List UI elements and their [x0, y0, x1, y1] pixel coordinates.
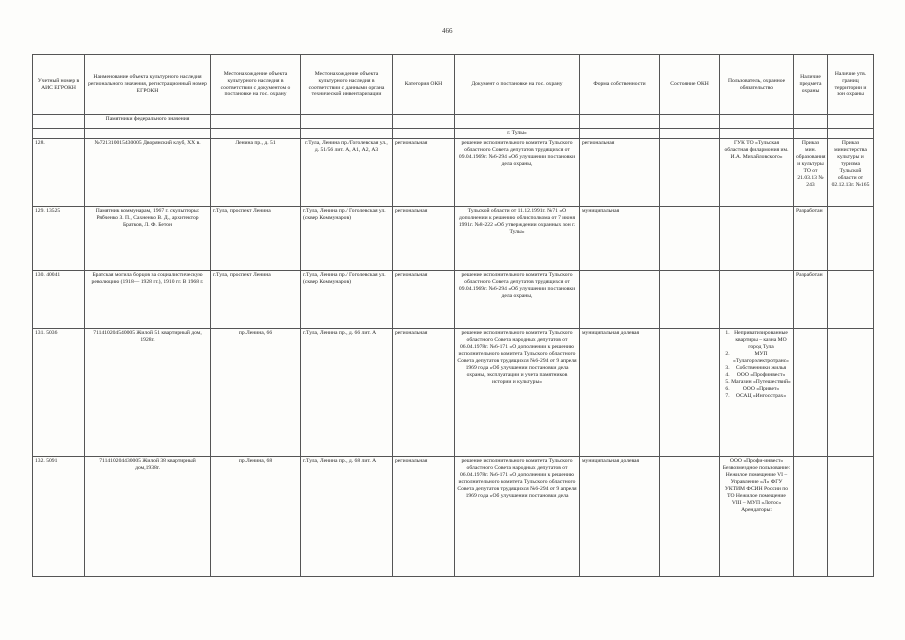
object-name: 711410204540005 Жилой 51 квартирный дом, 1928г. — [85, 328, 211, 456]
object-name: Памятник коммунарам, 1967 г. скульпторы: Рябченко З. П., Сахненко В. Д., архитектор Братков, Л. Ф. Бетон — [85, 206, 211, 270]
location-tech: г.Тула, Ленина пр./ Гоголевская ул. (сквер Коммунаров) — [301, 206, 393, 270]
record-number: 128. — [33, 138, 85, 206]
section-row — [33, 115, 874, 129]
table-row — [33, 138, 874, 206]
location-doc: пр.Ленина, 68 — [211, 456, 301, 576]
user-list — [722, 330, 791, 400]
location-doc: пр.Ленина, 66 — [211, 328, 301, 456]
document-cell: решение исполнительного комитета Тульского областного Совета народных депутатов от 06.04.1978г. №6-171 «О дополнении к решению исполнительного комитета Тульского областного Совета депутатов трудящихся №6-294 от 9 апреля 1969 года «Об улучшении постановки дела охраны, эксплуатации и учета памятников истории и культуры» — [455, 328, 580, 456]
category: региональная — [393, 456, 455, 576]
subject-cell — [794, 456, 828, 576]
header-cell: Пользователь, охранное обязательство — [720, 55, 794, 115]
state — [660, 138, 720, 206]
state — [660, 328, 720, 456]
ownership: муниципальная долевая — [580, 328, 660, 456]
list-item: 3. Собственники жилья — [731, 365, 791, 372]
document-cell: решение исполнительного комитета Тульского областного Совета народных депутатов от 06.04.1978г. №6-171 «О дополнении к решению исполнительного комитета Тульского областного Совета депутатов трудящихся №6-294 от 9 апреля 1969 года «Об улучшении постановки дела — [455, 456, 580, 576]
subject-cell: Приказ мин. образования и культуры ТО от 21.03.13 № 243 — [794, 138, 828, 206]
state — [660, 456, 720, 576]
table-row — [33, 270, 874, 328]
ownership: муниципальная долевая — [580, 456, 660, 576]
document-cell: решение исполнительного комитета Тульского областного Совета депутатов трудящихся от 09.04.1969г. №6-294 «Об улучшении постановки дела охраны, — [455, 138, 580, 206]
location-tech: г.Тула, Ленина пр./Гоголевская ул., д. 51/56 лит. А, А1, А2, А3 — [301, 138, 393, 206]
location-tech: г.Тула, Ленина пр./ Гоголевская ул. (сквер Коммунаров) — [301, 270, 393, 328]
object-name: №721310015430005 Дворянский клуб, XX в. — [85, 138, 211, 206]
header-cell: Наименование объекта культурного наследия регионального значения, регистрационный номер ЕГРОКН — [85, 55, 211, 115]
list-item: 5. Магазин «Путешествий» — [731, 379, 791, 386]
borders-cell — [828, 206, 874, 270]
table-row — [33, 456, 874, 576]
location-doc: Ленина пр., д. 51 — [211, 138, 301, 206]
location-doc: г.Тула, проспект Ленина — [211, 206, 301, 270]
header-cell: Местонахождение объекта культурного наследия в соответствии с документом о постановке на гос. охрану — [211, 55, 301, 115]
location-tech: г.Тула, Ленина пр., д. 68 лит. А — [301, 456, 393, 576]
header-cell: Наличие предмета охраны — [794, 55, 828, 115]
state — [660, 270, 720, 328]
record-number: 132. 5091 — [33, 456, 85, 576]
borders-cell — [828, 270, 874, 328]
table-row — [33, 206, 874, 270]
section-label: Памятники федерального значения — [85, 115, 211, 129]
borders-cell: Приказ министерства культуры и туризма Тульской области от 02.12.13г. №165 — [828, 138, 874, 206]
document-cell: Тульской области от 11.12.1991г. №71 «О дополнении к решению облисполкома от 7 июня 1991г. №8-222 «Об утверждении охранных зон г. Тулы» — [455, 206, 580, 270]
header-cell: Наличие утв. границ территории и зон охраны — [828, 55, 874, 115]
user-cell: ГУК ТО «Тульская областная филармония им. И.А. Михайловского» — [720, 138, 794, 206]
subject-cell: Разработан — [794, 206, 828, 270]
location-doc: г.Тула, проспект Ленина — [211, 270, 301, 328]
ownership — [580, 270, 660, 328]
record-number: 129. 13525 — [33, 206, 85, 270]
page-number: 466 — [442, 27, 453, 35]
record-number: 131. 5036 — [33, 328, 85, 456]
object-name: 711410204430005 Жилой 38 квартирный дом,1938г. — [85, 456, 211, 576]
category: региональная — [393, 328, 455, 456]
document-cell: решение исполнительного комитета Тульского областного Совета депутатов трудящихся от 09.04.1969г. №6-294 «Об улучшении постановки дела охраны, — [455, 270, 580, 328]
category: региональная — [393, 138, 455, 206]
list-item: 2. МУП «Тулагорэлектротранс» — [731, 351, 791, 365]
ownership: муниципальная — [580, 206, 660, 270]
header-cell: Документ о постановке на гос. охрану — [455, 55, 580, 115]
borders-cell — [828, 456, 874, 576]
subject-cell: Разработан — [794, 270, 828, 328]
header-cell: Состояние ОКН — [660, 55, 720, 115]
list-item: 6. ООО «Привет» — [731, 386, 791, 393]
header-cell: Категория ОКН — [393, 55, 455, 115]
location-tech: г.Тула, Ленина пр., д. 66 лит. А — [301, 328, 393, 456]
user-cell: ООО «Профи-инвест» Безвозмездное пользование: Нежилое помещение VI – Управление «Л» ФГУ УКТИМ ФСИН России по ТО Нежилое помещение VIII – МУП «Лотос» Арендаторы: — [720, 456, 794, 576]
document-cell: г. Тулы» — [455, 129, 580, 139]
object-name: Братская могила борцов за социалистическую революцию (1918— 1928 гг.), 1910 гг. В 1968 г. — [85, 270, 211, 328]
user-cell — [720, 328, 794, 456]
table-row — [33, 129, 874, 139]
category: региональная — [393, 270, 455, 328]
record-number: 130. 40041 — [33, 270, 85, 328]
header-cell: Форма собственности — [580, 55, 660, 115]
borders-cell — [828, 328, 874, 456]
subject-cell — [794, 328, 828, 456]
header-cell: Учетный номер в АИС ЕГРОКН — [33, 55, 85, 115]
state — [660, 206, 720, 270]
user-cell — [720, 206, 794, 270]
user-cell — [720, 270, 794, 328]
ownership: региональная — [580, 138, 660, 206]
list-item: 7. ОСАЦ «Ингосстрах» — [731, 393, 791, 400]
heritage-table — [32, 54, 874, 577]
list-item: 4. ООО «Профинвест» — [731, 372, 791, 379]
list-item: 1. Неприватизированные квартиры – казна МО город Тула — [731, 330, 791, 351]
category: региональная — [393, 206, 455, 270]
header-cell: Местонахождение объекта культурного наследия в соответствии с данными органа технической инвентаризации — [301, 55, 393, 115]
table-row — [33, 328, 874, 456]
header-row — [33, 55, 874, 115]
